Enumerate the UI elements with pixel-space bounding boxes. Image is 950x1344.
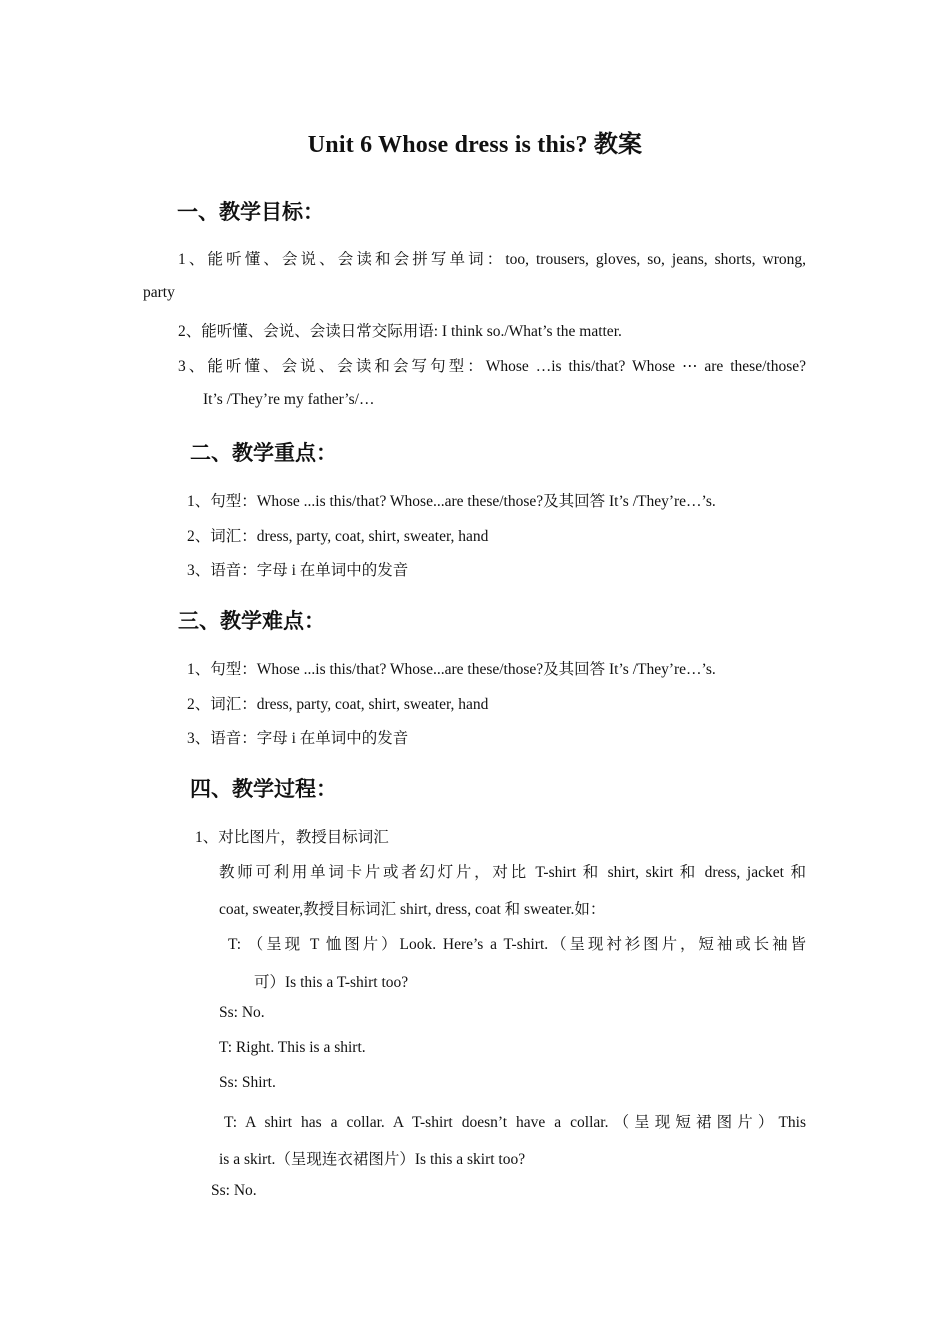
difficulties-item-2: 2、词汇：dress, party, coat, shirt, sweater, hand — [187, 696, 489, 713]
dialogue-students-2: Ss: Shirt. — [219, 1074, 276, 1091]
section-heading-process: 四、教学过程： — [190, 777, 337, 801]
objectives-item-1: 1、能听懂、会说、会读和会拼写单词：too, trousers, gloves, so, jeans, shorts, wrong, — [178, 251, 806, 268]
objectives-item-3-cont: It’s /They’re my father’s/… — [203, 391, 375, 408]
objectives-item-2: 2、能听懂、会说、会读日常交际用语: I think so./What’s the matter. — [178, 323, 622, 340]
difficulties-item-3: 3、语音：字母 i 在单词中的发音 — [187, 730, 409, 747]
section-heading-key-points: 二、教学重点： — [190, 441, 337, 465]
dialogue-students-1: Ss: No. — [219, 1004, 265, 1021]
objectives-item-3: 3、能听懂、会说、会读和会写句型：Whose …is this/that? Whose ⋯ are these/those? — [178, 358, 806, 375]
key-points-item-1: 1、句型：Whose ...is this/that? Whose...are these/those?及其回答 It’s /They’re…’s. — [187, 493, 716, 510]
page-title: Unit 6 Whose dress is this? 教案 — [307, 132, 643, 158]
section-heading-objectives: 一、教学目标： — [177, 200, 324, 224]
process-paragraph-1: 教师可利用单词卡片或者幻灯片，对比 T-shirt 和 shirt, skirt 和 dress, jacket 和 — [219, 864, 807, 881]
process-paragraph-1-cont: coat, sweater,教授目标词汇 shirt, dress, coat 和 sweater.如： — [219, 901, 606, 918]
process-step-1: 1、对比图片，教授目标词汇 — [195, 829, 389, 846]
dialogue-teacher-3: T: A shirt has a collar. A T-shirt doesn’t have a collar.（呈现短裙图片）This — [224, 1114, 806, 1131]
dialogue-students-3: Ss: No. — [211, 1182, 257, 1199]
dialogue-teacher-1: T: （呈现 T 恤图片）Look. Here’s a T-shirt.（呈现衬衫图片，短袖或长袖皆 — [228, 936, 806, 953]
key-points-item-3: 3、语音：字母 i 在单词中的发音 — [187, 562, 409, 579]
dialogue-teacher-2: T: Right. This is a shirt. — [219, 1039, 366, 1056]
key-points-item-2: 2、词汇：dress, party, coat, shirt, sweater, hand — [187, 528, 489, 545]
section-heading-difficulties: 三、教学难点： — [178, 609, 325, 633]
dialogue-teacher-3-cont: is a skirt.（呈现连衣裙图片）Is this a skirt too? — [219, 1151, 526, 1168]
objectives-item-1-cont: party — [143, 284, 175, 301]
dialogue-teacher-1-cont: 可）Is this a T-shirt too? — [254, 974, 409, 991]
difficulties-item-1: 1、句型：Whose ...is this/that? Whose...are these/those?及其回答 It’s /They’re…’s. — [187, 661, 716, 678]
